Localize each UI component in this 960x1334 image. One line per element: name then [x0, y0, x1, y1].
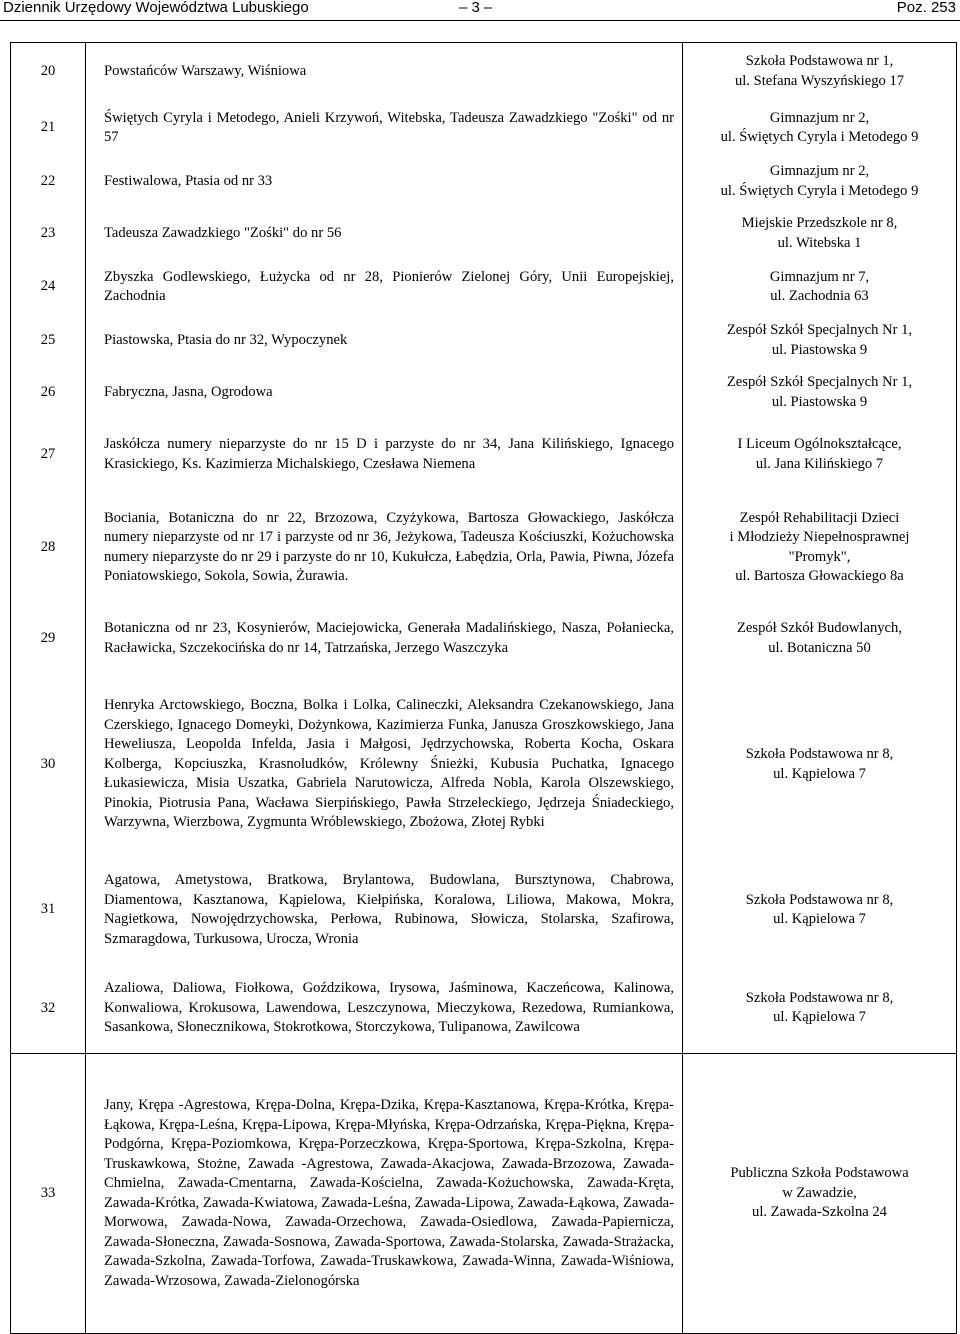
row-number: 26 — [11, 367, 86, 419]
school-name-continued: i Młodzieży Niepełnosprawnej — [729, 529, 910, 545]
school-name: Zespół Rehabilitacji Dzieci — [739, 509, 900, 526]
row-number: 23 — [11, 208, 86, 260]
school-cell — [683, 43, 957, 101]
streets-cell: Botaniczna od nr 23, Kosynierów, Maciejowicka, Generała Madalińskiego, Nasza, Połaniecka, Racławicka, Szczekocińska do nr 14, Tatrzańska, Jerzego Waszczyka — [86, 605, 683, 673]
school-name: I Liceum Ogólnokształcące, — [737, 436, 902, 452]
school-name: Zespół Szkół Specjalnych Nr 1, — [726, 322, 913, 338]
page-number: – 3 – — [459, 0, 493, 16]
streets-cell: Świętych Cyryla i Metodego, Anieli Krzywoń, Witebska, Tadeusza Zawadzkiego "Zośki" od nr 57 — [86, 101, 683, 156]
school-address: ul. Kąpielowa 7 — [773, 911, 866, 927]
table-row — [11, 419, 957, 491]
school-name: Szkoła Podstawowa nr 8, — [745, 746, 894, 762]
school-address: ul. Stefana Wyszyńskiego 17 — [734, 72, 905, 89]
row-number: 32 — [11, 964, 86, 1054]
school-name: Szkoła Podstawowa nr 8, — [745, 891, 894, 908]
streets-cell: Azaliowa, Daliowa, Fiołkowa, Goździkowa, Irysowa, Jaśminowa, Kaczeńcowa, Kalinowa, Konwaliowa, Krokusowa, Lawendowa, Leszczynowa, Mieczykowa, Rezedowa, Rumiankowa, Sasankowa, Słonecznikowa, Stokrotkowa, Storczykowa, Tulipanowa, Zawilcowa — [86, 964, 683, 1054]
position-number: Poz. 253 — [896, 0, 956, 16]
school-address: ul. Kąpielowa 7 — [773, 1009, 866, 1026]
school-cell — [683, 101, 957, 156]
table-row — [11, 857, 957, 964]
school-address: ul. Kąpielowa 7 — [773, 765, 866, 782]
table-row — [11, 43, 957, 101]
row-number: 31 — [11, 857, 86, 964]
school-name: Gimnazjum nr 2, — [769, 109, 870, 126]
row-number: 30 — [11, 673, 86, 857]
streets-cell: Zbyszka Godlewskiego, Łużycka od nr 28, Pionierów Zielonej Góry, Unii Europejskiej, Zachodnia — [86, 260, 683, 315]
table-row — [11, 673, 957, 857]
streets-cell: Agatowa, Ametystowa, Bratkowa, Brylantowa, Budowlana, Bursztynowa, Chabrowa, Diamentowa, Kasztanowa, Kąpielowa, Kiełpińska, Koralowa, Liliowa, Makowa, Mokra, Nagietkowa, Nowojędrzychowska, Perłowa, Rubinowa, Słowicza, Stolarska, Szafirowa, Szmaragdowa, Turkusowa, Urocza, Wronia — [86, 857, 683, 964]
streets-cell: Festiwalowa, Ptasia od nr 33 — [86, 156, 683, 208]
school-cell — [683, 315, 957, 367]
school-name: Zespół Szkół Specjalnych Nr 1, — [726, 374, 913, 390]
school-address: ul. Świętych Cyryla i Metodego 9 — [720, 129, 919, 145]
school-name: Szkoła Podstawowa nr 1, — [745, 53, 894, 70]
table-row — [11, 367, 957, 419]
school-nickname: "Promyk", — [788, 548, 851, 565]
row-number: 27 — [11, 419, 86, 491]
school-name: Zespół Szkół Budowlanych, — [737, 620, 902, 636]
streets-cell: Piastowska, Ptasia do nr 32, Wypoczynek — [86, 315, 683, 367]
school-location: w Zawadzie, — [782, 1184, 857, 1201]
streets-cell: Tadeusza Zawadzkiego "Zośki" do nr 56 — [86, 208, 683, 260]
journal-title: Dziennik Urzędowy Województwa Lubuskiego — [3, 0, 309, 16]
row-number: 22 — [11, 156, 86, 208]
school-cell — [683, 605, 957, 673]
school-cell — [683, 491, 957, 605]
table-row — [11, 156, 957, 208]
streets-cell: Henryka Arctowskiego, Boczna, Bolka i Lolka, Calineczki, Aleksandra Czekanowskiego, Jana Czerskiego, Ignacego Domeyki, Dożynkowa, Kazimierza Funka, Janusza Groszkowskiego, Jana Heweliusza, Leopolda Infelda, Jasia i Małgosi, Jędrzychowska, Roberta Kocha, Oskara Kolberga, Kopciuszka, Krasnoludków, Królewny Śnieżki, Kubusia Puchatka, Ignacego Łukasiewicza, Misia Uszatka, Gabriela Narutowicza, Alfreda Nobla, Karola Olszewskiego, Pinokia, Piotrusia Pana, Wacława Sierpińskiego, Pawła Strzeleckiego, Jędrzeja Śniadeckiego, Warzywna, Wierzbowa, Zygmunta Wróblewskiego, Zbożowa, Złotej Rybki — [86, 673, 683, 857]
table-row — [11, 491, 957, 605]
school-address: ul. Piastowska 9 — [771, 393, 868, 410]
table-row — [11, 101, 957, 156]
school-address: ul. Bartosza Głowackiego 8a — [735, 568, 904, 584]
streets-cell: Bociania, Botaniczna do nr 22, Brzozowa, Czyżykowa, Bartosza Głowackiego, Jaskółcza numery nieparzyste od nr 17 i parzyste od nr 36, Jeżykowa, Tadeusza Kościuszki, Kożuchowska numery nieparzyste do nr 29 i parzyste do nr 10, Kukułcza, Łabędzia, Orla, Pawia, Piwna, Józefa Poniatowskiego, Sokola, Sowia, Żurawia. — [86, 491, 683, 605]
table-row — [11, 1054, 957, 1334]
school-cell — [683, 260, 957, 315]
school-address: ul. Witebska 1 — [777, 234, 862, 251]
school-address: ul. Jana Kilińskiego 7 — [755, 455, 884, 472]
school-cell — [683, 208, 957, 260]
streets-cell: Powstańców Warszawy, Wiśniowa — [86, 43, 683, 101]
school-cell — [683, 156, 957, 208]
table-row — [11, 260, 957, 315]
school-name: Gimnazjum nr 7, — [769, 268, 870, 285]
school-address: ul. Botaniczna 50 — [768, 639, 871, 656]
table-row — [11, 964, 957, 1054]
school-cell — [683, 673, 957, 857]
table-row — [11, 605, 957, 673]
school-cell — [683, 1054, 957, 1334]
row-number: 24 — [11, 260, 86, 315]
row-number: 25 — [11, 315, 86, 367]
school-name: Szkoła Podstawowa nr 8, — [745, 989, 894, 1006]
row-number: 28 — [11, 491, 86, 605]
table-row — [11, 315, 957, 367]
school-cell — [683, 964, 957, 1054]
school-name: Miejskie Przedszkole nr 8, — [741, 215, 898, 231]
streets-cell: Jany, Krępa -Agrestowa, Krępa-Dolna, Krępa-Dzika, Krępa-Kasztanowa, Krępa-Krótka, Krępa-Łąkowa, Krępa-Leśna, Krępa-Lipowa, Krępa-Młyńska, Krępa-Odrzańska, Krępa-Piękna, Krępa-Podgórna, Krępa-Poziomkowa, Krępa-Porzeczkowa, Krępa-Sportowa, Krępa-Szkolna, Krępa-Truskawkowa, Stożne, Zawada -Agrestowa, Zawada-Akacjowa, Zawada-Brzozowa, Zawada-Chmielna, Zawada-Cmentarna, Zawada-Kościelna, Zawada-Kożuchowska, Zawada-Kręta, Zawada-Krótka, Zawada-Kwiatowa, Zawada-Leśna, Zawada-Lipowa, Zawada-Łąkowa, Zawada-Morwowa, Zawada-Nowa, Zawada-Orzechowa, Zawada-Osiedlowa, Zawada-Papiernicza, Zawada-Słoneczna, Zawada-Sosnowa, Zawada-Sportowa, Zawada-Stolarska, Zawada-Strażacka, Zawada-Szkolna, Zawada-Torfowa, Zawada-Truskawkowa, Zawada-Winna, Zawada-Wiśniowa, Zawada-Wrzosowa, Zawada-Zielonogórska — [86, 1054, 683, 1334]
school-address: ul. Piastowska 9 — [771, 341, 868, 358]
school-name: Publiczna Szkoła Podstawowa — [730, 1165, 909, 1182]
streets-cell: Fabryczna, Jasna, Ogrodowa — [86, 367, 683, 419]
school-address: ul. Zachodnia 63 — [770, 288, 869, 304]
school-address: ul. Świętych Cyryla i Metodego 9 — [720, 182, 919, 199]
page-header — [0, 0, 960, 21]
table-row — [11, 208, 957, 260]
row-number: 21 — [11, 101, 86, 156]
row-number: 20 — [11, 43, 86, 101]
school-cell — [683, 857, 957, 964]
row-number: 33 — [11, 1054, 86, 1334]
district-table — [10, 42, 957, 1334]
school-address: ul. Zawada-Szkolna 24 — [752, 1204, 887, 1221]
streets-cell: Jaskółcza numery nieparzyste do nr 15 D i parzyste do nr 34, Jana Kilińskiego, Ignacego Krasickiego, Ks. Kazimierza Michalskiego, Czesława Niemena — [86, 419, 683, 491]
row-number: 29 — [11, 605, 86, 673]
school-cell — [683, 367, 957, 419]
school-name: Gimnazjum nr 2, — [769, 163, 870, 179]
school-cell — [683, 419, 957, 491]
